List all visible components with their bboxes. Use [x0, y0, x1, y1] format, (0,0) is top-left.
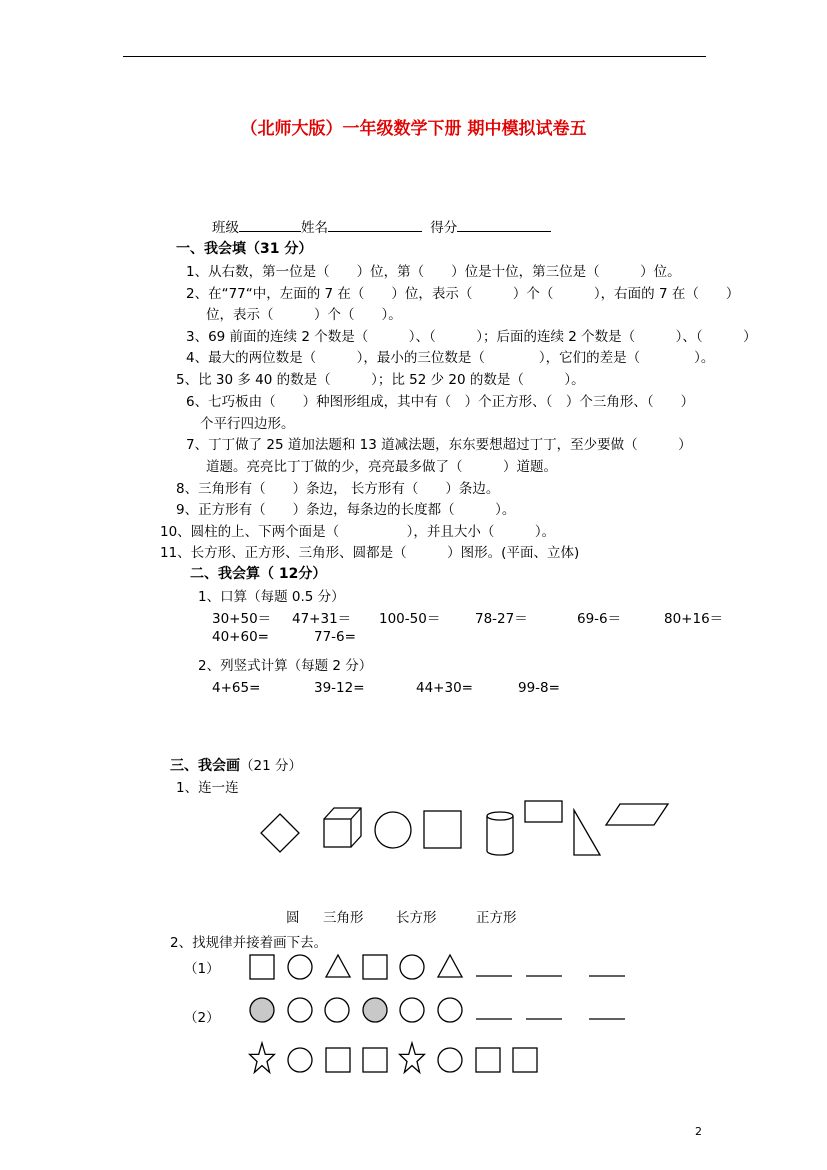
- rhombus-shape: [261, 814, 299, 852]
- pattern-filled-circle: [363, 998, 387, 1022]
- pattern-circle: [288, 955, 312, 979]
- q1-4: 4、最大的两位数是（ ），最小的三位数是（ ），它们的差是（ ）。: [186, 350, 715, 366]
- pattern-circle: [288, 998, 312, 1022]
- cylinder-shape: [487, 812, 513, 855]
- q1-1: 1、从右数，第一位是（ ）位，第（ ）位是十位，第三位是（ ）位。: [186, 264, 681, 280]
- pattern-circle: [325, 998, 349, 1022]
- pattern-circle: [438, 998, 462, 1022]
- oral-item: 80+16＝: [664, 611, 724, 627]
- pattern-row-2-label: （2）: [184, 1010, 220, 1026]
- pattern-square: [250, 955, 274, 979]
- section-1-heading: 一、我会填（31 分）: [176, 241, 313, 257]
- oral-item: 100-50＝: [379, 611, 441, 627]
- vertical-item: 4+65=: [212, 680, 261, 696]
- page-title: （北师大版）一年级数学下册 期中模拟试卷五: [240, 119, 587, 139]
- vertical-item: 39-12=: [314, 680, 365, 696]
- q1-6-cont: 个平行四边形。: [200, 416, 295, 432]
- pattern-square: [363, 1048, 387, 1072]
- q1-2: 2、在“77“中，左面的 7 在（ ）位，表示（ ）个（ ），右面的 7 在（ ）: [186, 286, 740, 302]
- square-shape: [424, 811, 461, 848]
- oral-item: 30+50＝: [212, 611, 272, 627]
- shape-name: 长方形: [396, 910, 437, 926]
- star-shape: [250, 1043, 275, 1072]
- triangle-shape: [574, 810, 600, 855]
- vertical-item: 99-8=: [518, 680, 560, 696]
- q1-7-cont: 道题。亮亮比丁丁做的少，亮亮最多做了（ ）道题。: [206, 459, 557, 475]
- q1-6: 6、七巧板由（ ）种图形组成，其中有（ ）个正方形、（ ）个三角形、（ ）: [186, 394, 695, 410]
- q1-7: 7、丁丁做了 25 道加法题和 13 道减法题，东东要想超过丁丁，至少要做（ ）: [186, 437, 692, 453]
- pattern-row-1-label: （1）: [184, 961, 220, 977]
- pattern-circle: [400, 955, 424, 979]
- q1-10: 10、圆柱的上、下两个面是（ ），并且大小（ ）。: [160, 524, 556, 540]
- rectangle-shape: [525, 801, 562, 822]
- pattern-filled-circle: [250, 998, 274, 1022]
- page-number: 2: [695, 1125, 702, 1138]
- pattern-square: [326, 1048, 350, 1072]
- connect-heading: 1、连一连: [176, 780, 239, 796]
- cube-shape: [324, 808, 361, 847]
- star-shape: [400, 1043, 425, 1072]
- pattern-triangle: [326, 955, 350, 977]
- pattern-heading: 2、找规律并接着画下去。: [170, 935, 328, 951]
- pattern-triangle: [438, 955, 462, 977]
- pattern-square: [363, 955, 387, 979]
- name-label: 姓名: [301, 220, 328, 236]
- parallelogram-shape: [606, 804, 668, 825]
- class-label: 班级: [212, 220, 239, 236]
- oral-calc-heading: 1、口算（每题 0.5 分）: [198, 589, 345, 605]
- section-3-score: （21 分）: [240, 758, 302, 774]
- q1-2-cont: 位，表示（ ）个（ ）。: [206, 307, 402, 323]
- vertical-item: 44+30=: [416, 680, 473, 696]
- section-2-heading: 二、我会算（ 12分）: [190, 566, 327, 582]
- pattern-circle: [400, 998, 424, 1022]
- oral-item: 78-27＝: [475, 611, 528, 627]
- q1-11: 11、长方形、正方形、三角形、圆都是（ ）图形。(平面、立体): [160, 545, 580, 561]
- shape-name: 三角形: [323, 910, 364, 926]
- shape-name: 正方形: [476, 910, 517, 926]
- vertical-calc-heading: 2、列竖式计算（每题 2 分）: [198, 658, 373, 674]
- pattern-square: [513, 1048, 537, 1072]
- oral-item: 77-6=: [314, 629, 356, 645]
- pattern-square: [476, 1048, 500, 1072]
- oral-item: 69-6＝: [577, 611, 622, 627]
- q1-3: 3、69 前面的连续 2 个数是（ ）、（ ）；后面的连续 2 个数是（ ）、（ ）: [186, 329, 757, 345]
- q1-5: 5、比 30 多 40 的数是（ ）；比 52 少 20 的数是（ ）。: [176, 372, 585, 388]
- oral-item: 47+31＝: [292, 611, 352, 627]
- circle-shape: [375, 812, 411, 848]
- q1-9: 9、正方形有（ ）条边，每条边的长度都（ ）。: [176, 502, 516, 518]
- oral-item: 40+60=: [212, 629, 269, 645]
- pattern-circle: [288, 1048, 312, 1072]
- shape-name: 圆: [286, 910, 300, 926]
- score-label: 得分: [430, 220, 458, 236]
- section-3-title: 三、我会画: [170, 758, 240, 774]
- q1-8: 8、三角形有（ ）条边， 长方形有（ ）条边。: [176, 481, 500, 497]
- pattern-circle: [438, 1048, 462, 1072]
